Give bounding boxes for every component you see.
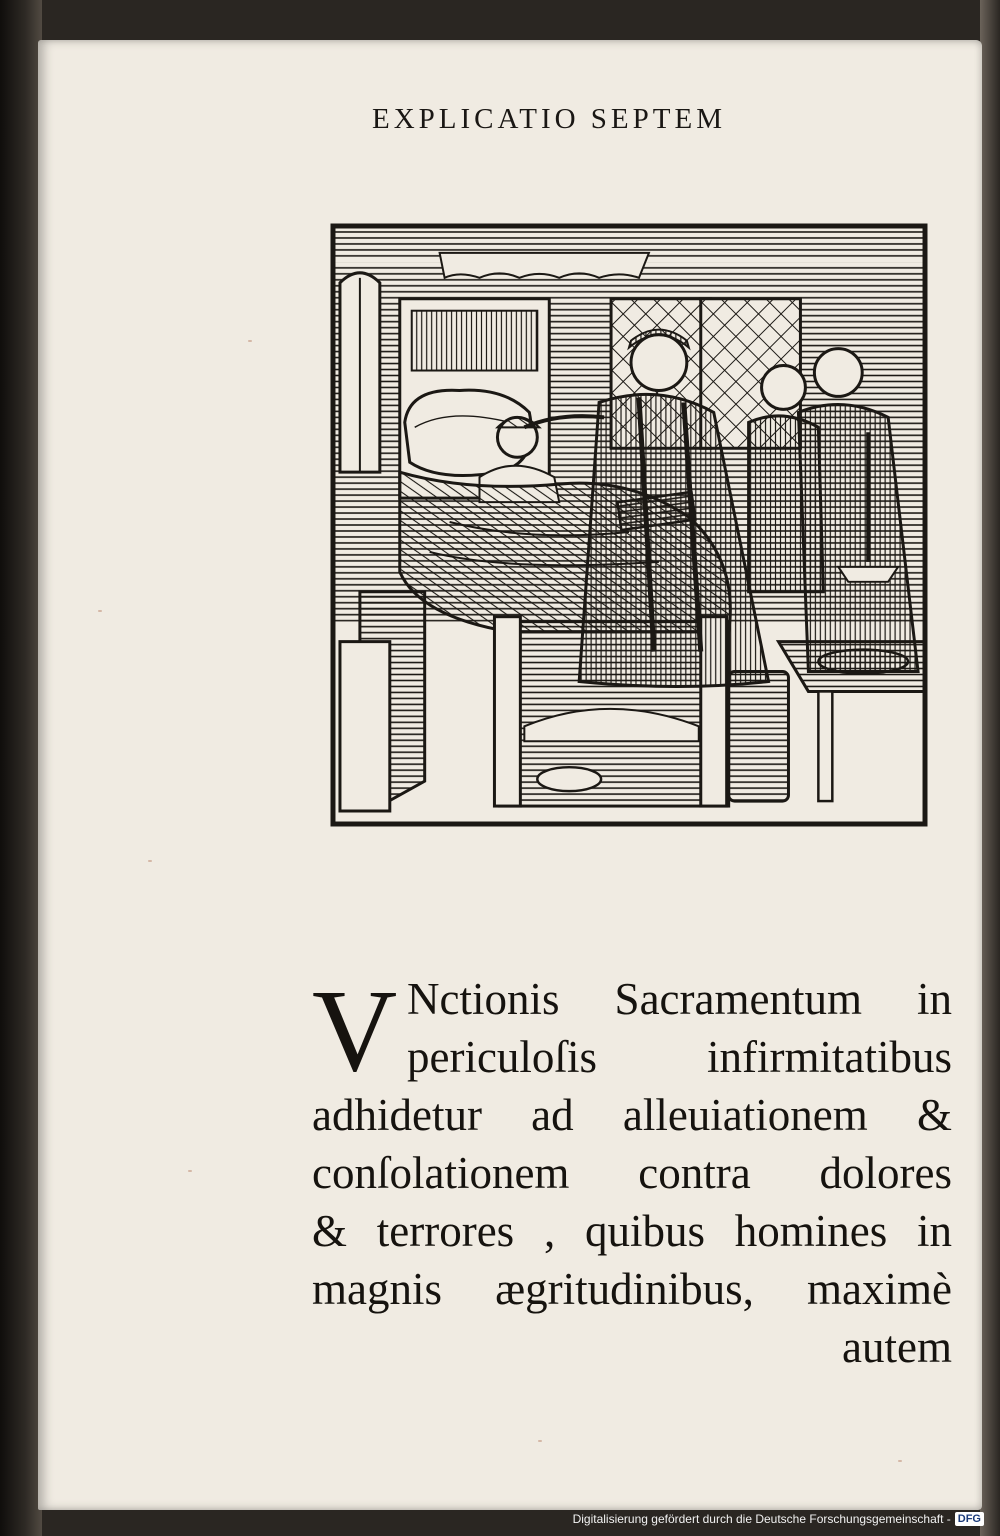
text-line: magnis ægritudinibus, maximè (312, 1264, 952, 1314)
paper-speck (188, 1170, 192, 1172)
paper-speck (538, 1440, 542, 1442)
paper-speck (148, 860, 152, 862)
text-line: conſolationem contra dolores (312, 1148, 952, 1198)
woodcut-illustration (330, 222, 928, 828)
running-head: EXPLICATIO SEPTEM (372, 103, 726, 135)
book-spine (0, 0, 42, 1536)
paper-speck (98, 610, 102, 612)
text-line: adhidetur ad alleuiationem & (312, 1090, 952, 1140)
drop-cap: V (312, 965, 398, 1096)
body-text (312, 965, 952, 1376)
text-line: & terrores , quibus homines in (312, 1206, 952, 1256)
woodcut-sickbed-anointing-icon (330, 222, 928, 828)
catchword: autem (842, 1322, 952, 1372)
text-line: Nctionis Sacramentum in (407, 974, 952, 1024)
paper-speck (248, 340, 252, 342)
paper-speck (898, 1460, 902, 1462)
dfg-logo-icon: DFG (955, 1512, 984, 1526)
page-right-edge (980, 0, 1000, 1536)
text-line: periculoſis infirmitatibus (407, 1032, 952, 1082)
digitization-credit (573, 1508, 984, 1530)
credit-text: Digitalisierung gefördert durch die Deutsche Forschungsgemeinschaft - (572, 1512, 951, 1526)
